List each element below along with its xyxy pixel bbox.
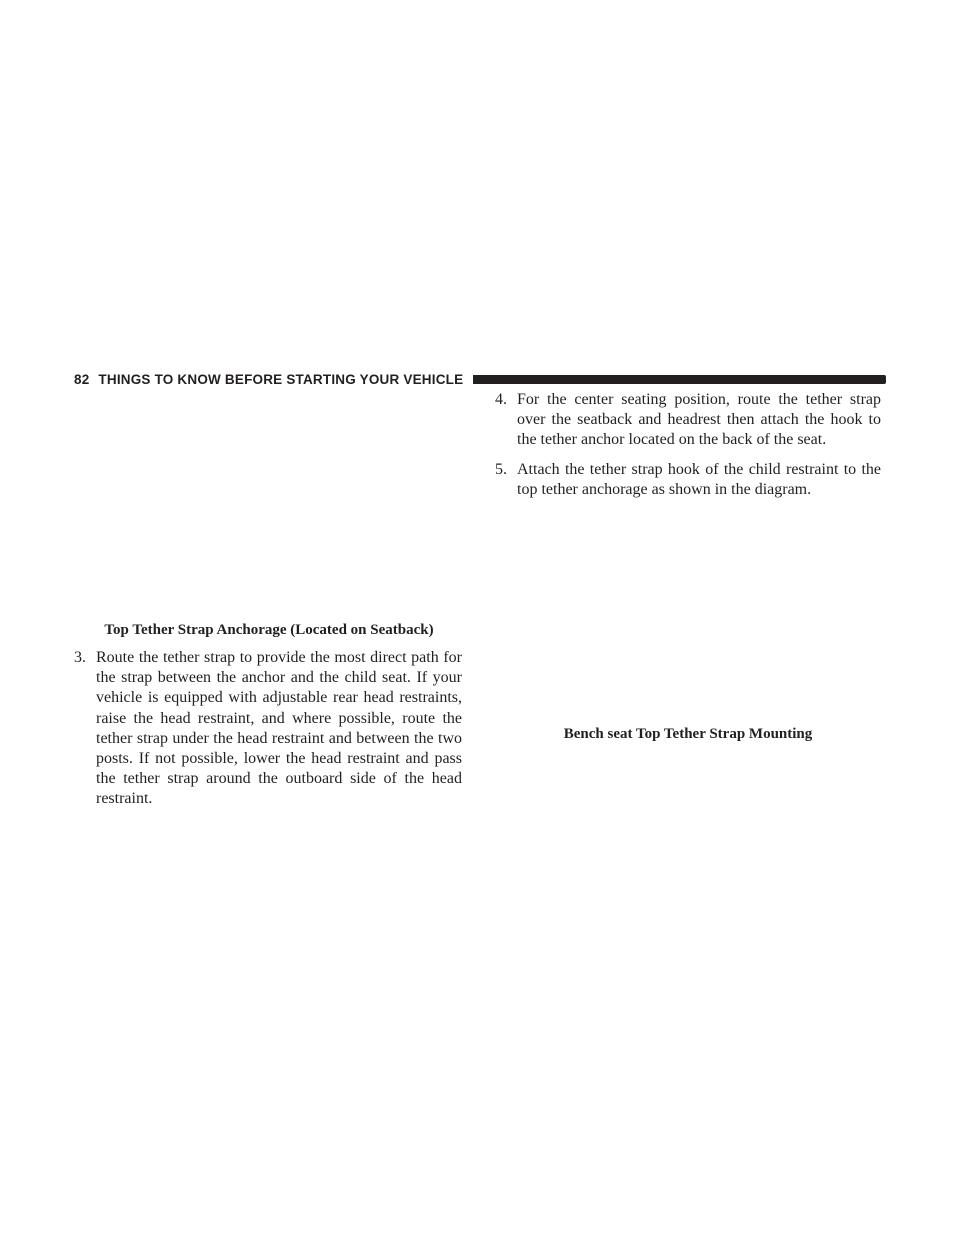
- step-text: Route the tether strap to provide the most direct path for the strap between the anchor and the child seat. If your vehicle is equipped with adjustable rear head restraints, raise the head restraint, and where possible, route the tether strap under the head restraint and between the two posts. If not possible, lower the head restraint and pass the tether strap around the outboard side of the head restraint.: [96, 649, 462, 808]
- list-item: [74, 648, 462, 810]
- step-number: 3.: [74, 649, 86, 666]
- page-number: 82: [74, 371, 90, 387]
- right-column: [495, 390, 881, 744]
- page-header: [74, 369, 886, 389]
- step-number: 5.: [495, 460, 507, 478]
- left-column: [76, 390, 462, 819]
- figure-top-tether-anchorage: [76, 390, 462, 618]
- step-text: Attach the tether strap hook of the child restraint to the top tether anchorage as shown in the diagram.: [517, 460, 881, 498]
- step-text: For the center seating position, route the tether strap over the seatback and headrest then attach the hook to the tether anchor located on the back of the seat.: [517, 391, 881, 449]
- steps-list: [495, 390, 881, 500]
- figure-bench-seat-tether-mounting: [495, 509, 881, 724]
- steps-list: [76, 648, 462, 810]
- figure-caption: Top Tether Strap Anchorage (Located on Seatback): [104, 622, 434, 638]
- list-item: [495, 390, 881, 451]
- figure-caption: Bench seat Top Tether Strap Mounting: [563, 726, 813, 743]
- list-item: [495, 460, 881, 500]
- section-title: THINGS TO KNOW BEFORE STARTING YOUR VEHICLE: [98, 371, 464, 387]
- header-rule: [473, 375, 886, 384]
- step-number: 4.: [495, 391, 507, 408]
